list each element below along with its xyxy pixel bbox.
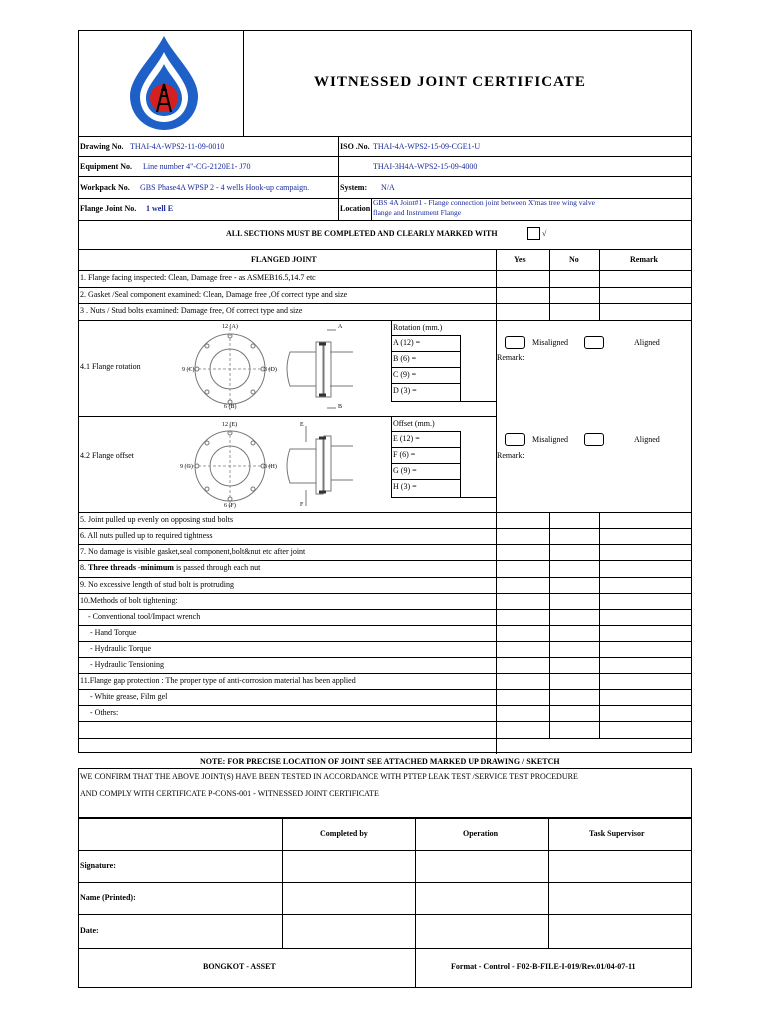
item-4-2-text: 4.2 Flange offset <box>80 451 134 460</box>
offset-h: H (3) = <box>393 482 417 491</box>
footer-asset: BONGKOT - ASSET <box>203 962 276 971</box>
location-value-1: GBS 4A Joint#1 - Flange connection joint between X'mas tree wing valve <box>373 198 595 207</box>
rotation-b: B (6) = <box>393 354 417 363</box>
item-10c-text: - Hydraulic Torque <box>90 644 152 653</box>
item-9-text: 9. No excessive length of stud bolt is protruding <box>80 580 234 589</box>
item-10a-text: - Conventional tool/Impact wrench <box>88 612 201 621</box>
workpack-value: GBS Phase4A WPSP 2 - 4 wells Hook-up campaign. <box>140 183 310 192</box>
location-value-2: flange and Instrument Flange <box>373 208 462 217</box>
rotation-d: D (3) = <box>393 386 417 395</box>
item-11-text: 11.Flange gap protection : The proper type of anti-corrosion material has been applied <box>80 676 356 685</box>
iso-value-2: THAI-3H4A-WPS2-15-09-4000 <box>373 162 478 171</box>
equipment-value: Line number 4"-CG-2120E1- J70 <box>143 162 251 171</box>
offset-heading: Offset (mm.) <box>393 419 435 428</box>
offset-label-e: E <box>300 422 304 428</box>
offset-label-3: 3 (H) <box>264 464 277 470</box>
offset-g: G (9) = <box>393 466 417 475</box>
location-label: Location <box>340 204 371 213</box>
item-8-text: 8. Three threads -minimum is passed through each nut <box>80 563 261 572</box>
system-label: System: <box>340 183 368 192</box>
rotation-c: C (9) = <box>393 370 417 379</box>
iso-value: THAI-4A-WPS2-15-09-CGE1-U <box>373 142 481 151</box>
item-10-text: 10.Methods of bolt tightening: <box>80 596 178 605</box>
item-3-text: 3 . Nuts / Stud bolts examined: Damage free, Of correct type and size <box>80 306 303 315</box>
equipment-label: Equipment No. <box>80 162 133 171</box>
mark-checkbox[interactable] <box>527 227 540 240</box>
note-text: NOTE: FOR PRECISE LOCATION OF JOINT SEE ATTACHED MARKED UP DRAWING / SKETCH <box>200 757 560 766</box>
system-value: N/A <box>381 183 395 192</box>
flange-joint-label: Flange Joint No. <box>80 204 137 213</box>
rotation-misaligned-label: Misaligned <box>532 338 568 347</box>
flange-joint-value: 1 well E <box>146 204 174 213</box>
rotation-label-6: 6 (B) <box>224 404 237 410</box>
footer-format: Format - Control - F02-B-FILE-I-019/Rev.01/04-07-11 <box>451 962 636 971</box>
no-header: No <box>569 255 579 264</box>
offset-remark-label: Remark: <box>497 451 525 460</box>
operation-header: Operation <box>463 829 499 838</box>
page-title: WITNESSED JOINT CERTIFICATE <box>314 74 586 90</box>
offset-f: F (6) = <box>393 450 416 459</box>
rotation-label-3: 3 (D) <box>264 367 277 373</box>
confirmation-line-2: AND COMPLY WITH CERTIFICATE P-CONS-001 - WITNESSED JOINT CERTIFICATE <box>80 789 379 798</box>
offset-label-f: F <box>300 502 304 508</box>
offset-aligned-checkbox[interactable] <box>584 433 604 446</box>
offset-misaligned-label: Misaligned <box>532 435 568 444</box>
yes-header: Yes <box>514 255 526 264</box>
remark-header: Remark <box>630 255 658 264</box>
item-11b-text: - Others: <box>90 708 119 717</box>
offset-label-6: 6 (F) <box>224 503 236 509</box>
date-label: Date: <box>80 926 99 935</box>
flanged-joint-header: FLANGED JOINT <box>251 255 317 264</box>
offset-label-12: 12 (E) <box>222 422 238 428</box>
drawing-value: THAI-4A-WPS2-11-09-0010 <box>130 142 225 151</box>
rotation-a: A (12) = <box>393 338 421 347</box>
workpack-label: Workpack No. <box>80 183 130 192</box>
confirmation-line-1: WE CONFIRM THAT THE ABOVE JOINT(S) HAVE BEEN TESTED IN ACCORDANCE WITH PTTEP LEAK TEST /SERVICE TEST PROCEDURE <box>80 772 578 781</box>
item-4-1-text: 4.1 Flange rotation <box>80 362 141 371</box>
completed-by-header: Completed by <box>320 829 368 838</box>
rotation-misaligned-checkbox[interactable] <box>505 336 525 349</box>
check-mark-symbol: √ <box>542 229 547 238</box>
offset-misaligned-checkbox[interactable] <box>505 433 525 446</box>
rotation-aligned-checkbox[interactable] <box>584 336 604 349</box>
item-6-text: 6. All nuts pulled up to required tightness <box>80 531 213 540</box>
task-supervisor-header: Task Supervisor <box>589 829 645 838</box>
name-printed-label: Name (Printed): <box>80 893 136 902</box>
signature-label: Signature: <box>80 861 116 870</box>
offset-e: E (12) = <box>393 434 420 443</box>
rotation-remark-label: Remark: <box>497 353 525 362</box>
item-7-text: 7. No damage is visible gasket,seal component,bolt&nut etc after joint <box>80 547 306 556</box>
company-logo <box>124 34 204 132</box>
item-10d-text: - Hydraulic Tensioning <box>90 660 164 669</box>
offset-aligned-label: Aligned <box>634 435 660 444</box>
iso-label: ISO .No. <box>340 142 370 151</box>
instructions-text: ALL SECTIONS MUST BE COMPLETED AND CLEARLY MARKED WITH <box>226 229 498 238</box>
item-5-text: 5. Joint pulled up evenly on opposing stud bolts <box>80 515 234 524</box>
item-10b-text: - Hand Torque <box>90 628 137 637</box>
item-11a-text: - White grease, Film gel <box>90 692 168 701</box>
rotation-heading: Rotation (mm.) <box>393 323 443 332</box>
offset-label-9: 9 (G) <box>180 464 193 470</box>
item-2-text: 2. Gasket /Seal component examined: Clean, Damage free ,Of correct type and size <box>80 290 348 299</box>
rotation-aligned-label: Aligned <box>634 338 660 347</box>
rotation-label-9: 9 (C) <box>182 367 195 373</box>
rotation-label-b: B <box>338 404 343 410</box>
rotation-label-12: 12 (A) <box>222 324 238 330</box>
drawing-label: Drawing No. <box>80 142 124 151</box>
item-1-text: 1. Flange facing inspected: Clean, Damage free - as ASMEB16.5,14.7 etc <box>80 273 316 282</box>
rotation-label-a: A <box>338 324 343 330</box>
